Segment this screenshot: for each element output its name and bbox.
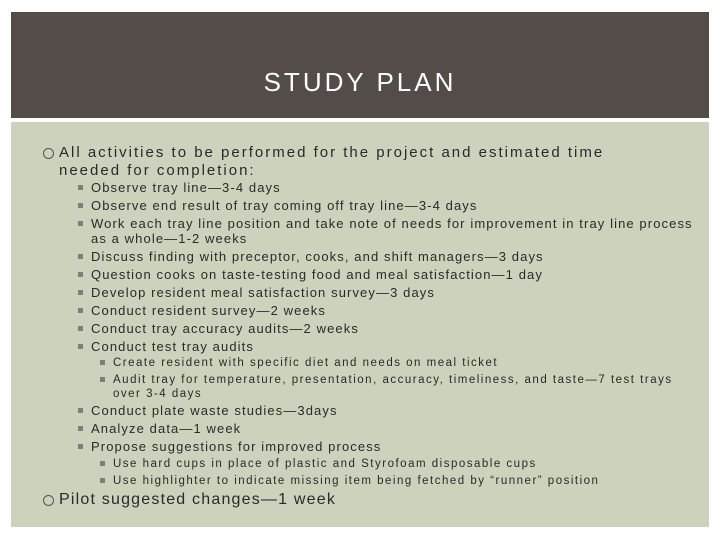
list-item-text: Observe tray line—3-4 days [91,180,281,195]
list-item-text: Develop resident meal satisfaction survey—3 days [91,285,435,300]
list-item-text: Observe end result of tray coming off tray line—3-4 days [91,198,478,213]
list-item-text: Propose suggestions for improved process [91,439,382,454]
square-bullet-icon [78,290,83,295]
sub-list-item [113,457,693,471]
list-item [91,267,701,282]
sub-list-item [113,373,693,401]
title-bar [11,12,709,118]
sub-list-item-text: Create resident with specific diet and needs on meal ticket [113,357,499,369]
list-item [91,198,701,213]
list-item-text: Conduct test tray audits [91,339,254,354]
sub-list-item [113,356,693,370]
square-bullet-icon [78,344,83,349]
square-bullet-icon [78,408,83,413]
sub-list-item-text: Use highlighter to indicate missing item being fetched by “runner” position [113,475,600,487]
sub-list-item-text: Audit tray for temperature, presentation, accuracy, timeliness, and taste—7 test trays over 3-4 days [113,374,673,400]
square-bullet-icon [100,377,105,382]
bullet-text: Pilot suggested changes—1 week [59,491,337,508]
square-bullet-icon [100,360,105,365]
list-item [91,439,701,454]
square-bullet-icon [78,254,83,259]
slide-title: STUDY PLAN [263,67,457,97]
square-bullet-icon [78,426,83,431]
list-item-text: Discuss finding with preceptor, cooks, and shift managers—3 days [91,249,544,264]
square-bullet-icon [78,326,83,331]
list-item-text: Conduct resident survey—2 weeks [91,303,326,318]
list-item [91,403,701,418]
content-panel [11,122,709,527]
square-bullet-icon [100,461,105,466]
list-item [91,303,701,318]
square-bullet-icon [78,272,83,277]
list-item-text: Conduct plate waste studies—3days [91,403,338,418]
square-bullet-icon [78,185,83,190]
list-item-text: Question cooks on taste-testing food and meal satisfaction—1 day [91,267,543,282]
list-item-text: Conduct tray accuracy audits—2 weeks [91,321,359,336]
list-item-text: Work each tray line position and take note of needs for improvement in tray line process as a whole—1-2 weeks [91,216,693,246]
list-item [91,249,701,264]
list-item [91,216,701,246]
square-bullet-icon [78,308,83,313]
list-item [91,285,701,300]
list-item [91,321,701,336]
bullet-text: All activities to be performed for the project and estimated time needed for completion: [59,144,605,179]
square-bullet-icon [78,203,83,208]
list-item [91,421,701,436]
square-bullet-icon [100,478,105,483]
list-item [91,339,701,354]
square-bullet-icon [78,444,83,449]
square-bullet-icon [78,221,83,226]
circle-bullet-icon [43,148,54,159]
list-item [91,180,701,195]
bullet-pilot [59,491,659,509]
sub-list-item-text: Use hard cups in place of plastic and Styrofoam disposable cups [113,458,537,470]
sub-list-item [113,474,693,488]
list-item-text: Analyze data—1 week [91,421,242,436]
circle-bullet-icon [43,495,54,506]
bullet-activities [59,144,659,180]
